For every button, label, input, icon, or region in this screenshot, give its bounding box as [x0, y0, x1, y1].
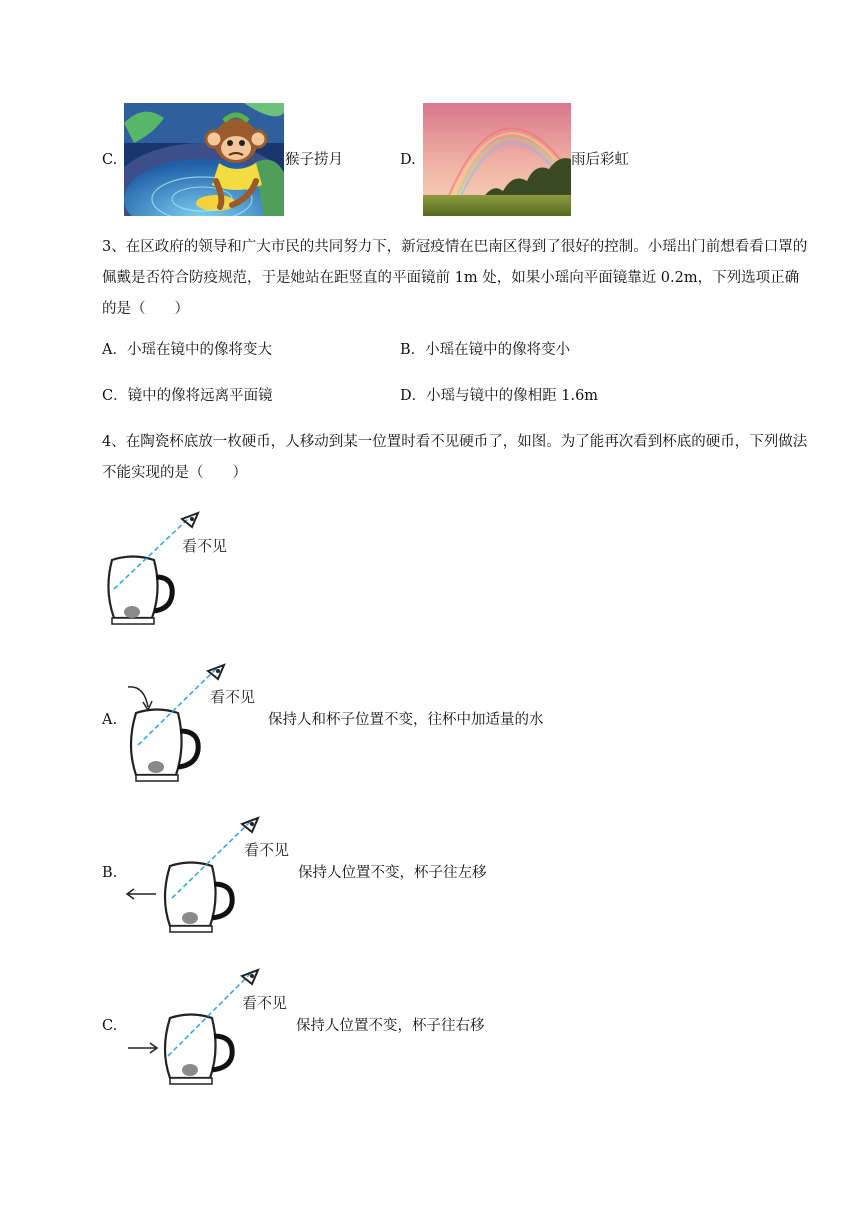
monkey-moon-image	[124, 103, 284, 216]
q3-option-a: A．小瑶在镜中的像将变大	[102, 342, 272, 358]
q4-option-c-letter: C.	[102, 1018, 118, 1034]
q2-option-d-letter: D.	[400, 152, 416, 168]
q4-option-c-text: 保持人位置不变，杯子往右移	[296, 1018, 485, 1034]
q2-option-c-caption: 猴子捞月	[285, 152, 343, 168]
cup-figure-main	[100, 505, 260, 630]
q4-option-a-text: 保持人和杯子位置不变，往杯中加适量的水	[268, 712, 544, 728]
q3-option-b: B．小瑶在镜中的像将变小	[400, 342, 571, 358]
see-label-main: 看不见	[182, 537, 228, 555]
see-label-b: 看不见	[244, 841, 290, 859]
q3-option-d: D．小瑶与镜中的像相距 1.6m	[400, 388, 599, 404]
q4-option-a-letter: A.	[102, 712, 118, 728]
cup-figure-c	[120, 960, 300, 1090]
cup-figure-b	[120, 808, 300, 938]
q3-stem: 3、在区政府的领导和广大市民的共同努力下，新冠疫情在巴南区得到了很好的控制。小瑶出门前想看看口罩的佩戴是否符合防疫规范，于是她站在距竖直的平面镜前 1m 处，如果小瑶向平面镜靠近 0.2m，下列选项正确的是（ ）	[102, 239, 808, 317]
q2-option-c-letter: C.	[102, 152, 118, 168]
see-label-a: 看不见	[210, 688, 256, 706]
see-label-c: 看不见	[242, 994, 288, 1012]
rainbow-image	[423, 103, 571, 216]
q4-option-b-text: 保持人位置不变，杯子往左移	[298, 865, 487, 881]
q4-option-b-letter: B.	[102, 865, 118, 881]
q2-option-d-caption: 雨后彩虹	[571, 152, 629, 168]
q4-stem: 4、在陶瓷杯底放一枚硬币，人移动到某一位置时看不见硬币了，如图。为了能再次看到杯底的硬币，下列做法不能实现的是（ ）	[102, 434, 808, 481]
q3-option-c: C．镜中的像将远离平面镜	[102, 388, 273, 404]
cup-figure-a	[120, 655, 280, 785]
